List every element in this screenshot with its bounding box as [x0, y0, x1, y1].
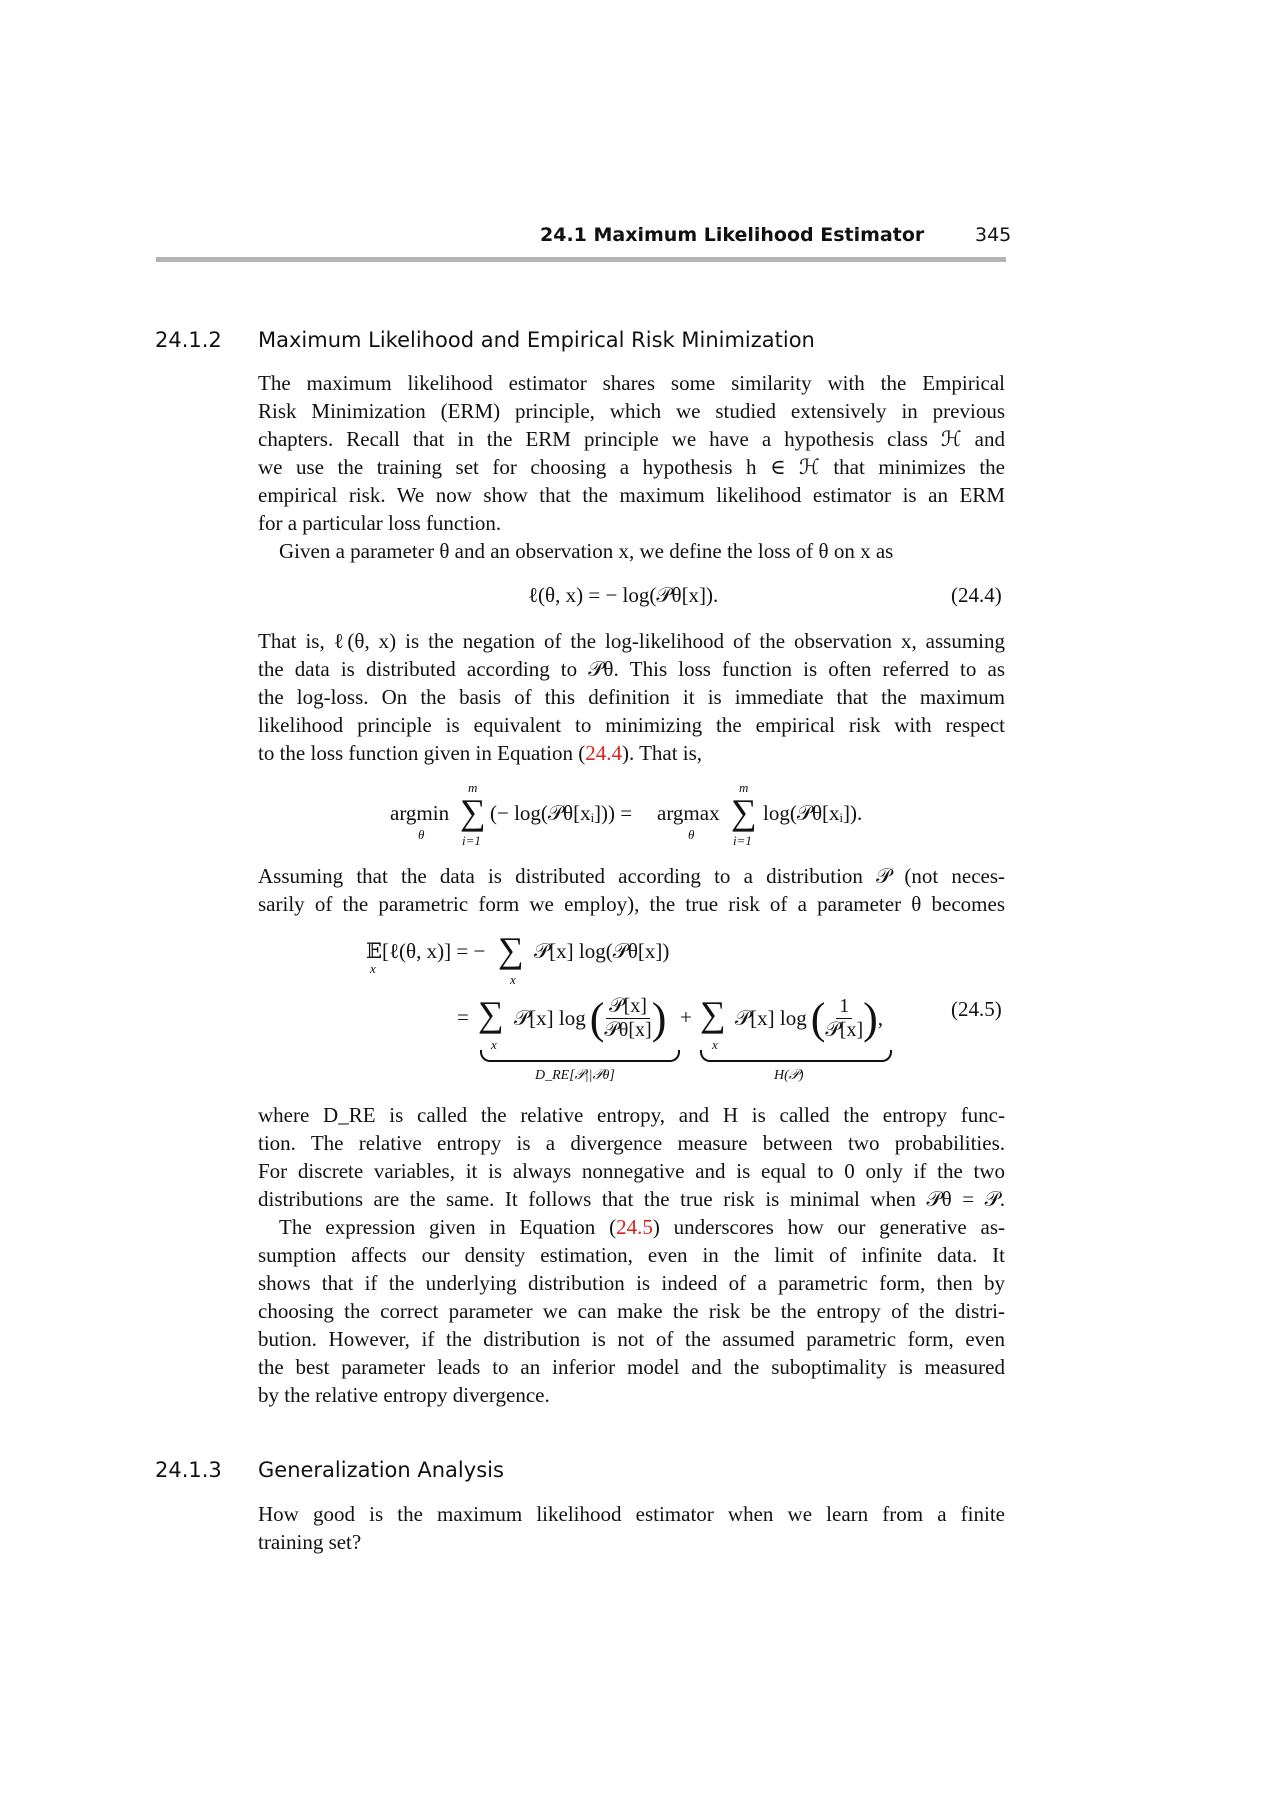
- argmax-subscript: θ: [688, 827, 695, 842]
- text-line: by the relative entropy divergence.: [258, 1383, 550, 1407]
- equation-label: (24.4): [951, 583, 1002, 607]
- equation-label: (24.5): [951, 997, 1002, 1021]
- underbrace-relative-entropy: [480, 1050, 680, 1062]
- text-line: likelihood principle is equivalent to minimizing the empirical risk with respect: [258, 713, 1005, 737]
- section-title: Maximum Likelihood and Empirical Risk Minimization: [258, 328, 815, 352]
- expectation-body: 𝒫[x] log(𝒫θ[x]): [534, 939, 670, 963]
- denominator: 𝒫[x]: [825, 1018, 864, 1041]
- text-line: where D_RE is called the relative entropy, and H is called the entropy func-: [258, 1103, 1005, 1127]
- text: ). That is,: [621, 741, 703, 765]
- text: to the loss function given in Equation (: [258, 741, 586, 765]
- term-text: 𝒫[x] log: [735, 1005, 807, 1030]
- page-number: 345: [975, 224, 1012, 246]
- sum-lower: x: [510, 972, 516, 987]
- text-line: empirical risk. We now show that the maximum likelihood estimator is an ERM: [258, 483, 1005, 507]
- argmin-body: (− log(𝒫θ[xᵢ])) =: [490, 801, 633, 825]
- argmax-body: log(𝒫θ[xᵢ]).: [763, 801, 863, 825]
- text-line: That is, ℓ(θ, x) is the negation of the log-likelihood of the observation x, assuming: [258, 629, 1005, 653]
- header-rule: [156, 257, 1006, 262]
- equation-24-4: ℓ(θ, x) = − log(𝒫θ[x]).: [528, 583, 719, 607]
- argmax-op: argmax: [657, 801, 720, 825]
- fraction: [604, 995, 651, 1042]
- running-header-title: 24.1 Maximum Likelihood Estimator: [540, 224, 925, 246]
- numerator: 𝒫[x]: [606, 995, 650, 1019]
- text-line: shows that if the underlying distribution is indeed of a parametric form, then by: [258, 1271, 1005, 1295]
- text-line: distributions are the same. It follows that the true risk is minimal when 𝒫θ = 𝒫.: [258, 1187, 1005, 1211]
- expectation-subscript: x: [370, 961, 376, 976]
- sum-lower: i=1: [733, 833, 752, 848]
- sum-symbol: ∑: [700, 994, 726, 1034]
- text-line: the log-loss. On the basis of this definition it is immediate that the maximum: [258, 685, 1005, 709]
- section-number: 24.1.3: [155, 1458, 222, 1482]
- paragraph-loss-definition: Given a parameter θ and an observation x, we define the loss of θ on x as: [279, 539, 894, 563]
- text-line: The maximum likelihood estimator shares some similarity with the Empirical: [258, 371, 1005, 395]
- text-line: Risk Minimization (ERM) principle, which we studied extensively in previous: [258, 399, 1005, 423]
- underbrace-entropy: [700, 1050, 892, 1062]
- underbrace-label: H(𝒫): [774, 1068, 804, 1083]
- fraction: [825, 995, 863, 1042]
- text-line: sumption affects our density estimation, even in the limit of infinite data. It: [258, 1243, 1005, 1267]
- text-line: Assuming that the data is distributed according to a distribution 𝒫 (not neces-: [258, 864, 1005, 888]
- denominator: 𝒫θ[x]: [604, 1018, 652, 1041]
- section-number: 24.1.2: [155, 328, 222, 352]
- argmin-op: argmin: [390, 801, 450, 825]
- term-text: 𝒫[x] log: [514, 1005, 586, 1030]
- plus-sign: +: [680, 1005, 692, 1029]
- sum-lower: i=1: [462, 833, 481, 848]
- text-line: For discrete variables, it is always nonnegative and is equal to 0 only if the two: [258, 1159, 1005, 1183]
- text-line: the best parameter leads to an inferior model and the suboptimality is measured: [258, 1355, 1005, 1379]
- comma: ,: [877, 1005, 884, 1030]
- sum-symbol: ∑: [498, 930, 524, 970]
- text-line: the data is distributed according to 𝒫θ. This loss function is often referred to as: [258, 657, 1005, 681]
- text-line: choosing the correct parameter we can make the risk be the entropy of the distri-: [258, 1299, 1005, 1323]
- text-line: bution. However, if the distribution is not of the assumed parametric form, even: [258, 1327, 1005, 1351]
- text-line: tion. The relative entropy is a divergence measure between two probabilities.: [258, 1131, 1005, 1155]
- sum-symbol: ∑: [460, 792, 486, 832]
- equals-sign: =: [457, 1005, 469, 1029]
- text-line: for a particular loss function.: [258, 511, 502, 535]
- text-line: training set?: [258, 1530, 362, 1554]
- relative-entropy-term: 𝒫[x] log ( $\frac{\text{𝒫[x]}}{\text{𝒫θ[x]}}$ ): [514, 993, 667, 1043]
- numerator: 1: [836, 995, 852, 1019]
- text-line: chapters. Recall that in the ERM principle we have a hypothesis class ℋ and: [258, 427, 1005, 451]
- argmin-subscript: θ: [418, 827, 425, 842]
- underbrace-label: D_RE[𝒫||𝒫θ]: [535, 1068, 615, 1083]
- sum-symbol: ∑: [731, 792, 757, 832]
- text-line: we use the training set for choosing a hypothesis h ∈ ℋ that minimizes the: [258, 455, 1005, 479]
- text-line: How good is the maximum likelihood estimator when we learn from a finite: [258, 1502, 1005, 1526]
- text: ) underscores how our generative as-: [652, 1215, 1005, 1239]
- equation-ref-link[interactable]: 24.4: [585, 741, 622, 765]
- equation-ref-link[interactable]: 24.5: [616, 1215, 653, 1239]
- text-line: [279, 1213, 1005, 1241]
- text-line: sarily of the parametric form we employ), the true risk of a parameter θ becomes: [258, 892, 1005, 916]
- sum-upper: m: [468, 780, 478, 795]
- section-title: Generalization Analysis: [258, 1458, 504, 1482]
- sum-lower: x: [712, 1037, 718, 1052]
- expectation-lhs: 𝔼[ℓ(θ, x)] = −: [366, 939, 486, 963]
- text: The expression given in Equation (: [279, 1215, 617, 1239]
- text-line: [258, 739, 1005, 767]
- sum-symbol: ∑: [478, 994, 504, 1034]
- sum-upper: m: [739, 780, 749, 795]
- sum-lower: x: [491, 1037, 497, 1052]
- entropy-term: 𝒫[x] log ( $\frac{1}{\text{𝒫[x]}}$ ) ,: [735, 993, 884, 1043]
